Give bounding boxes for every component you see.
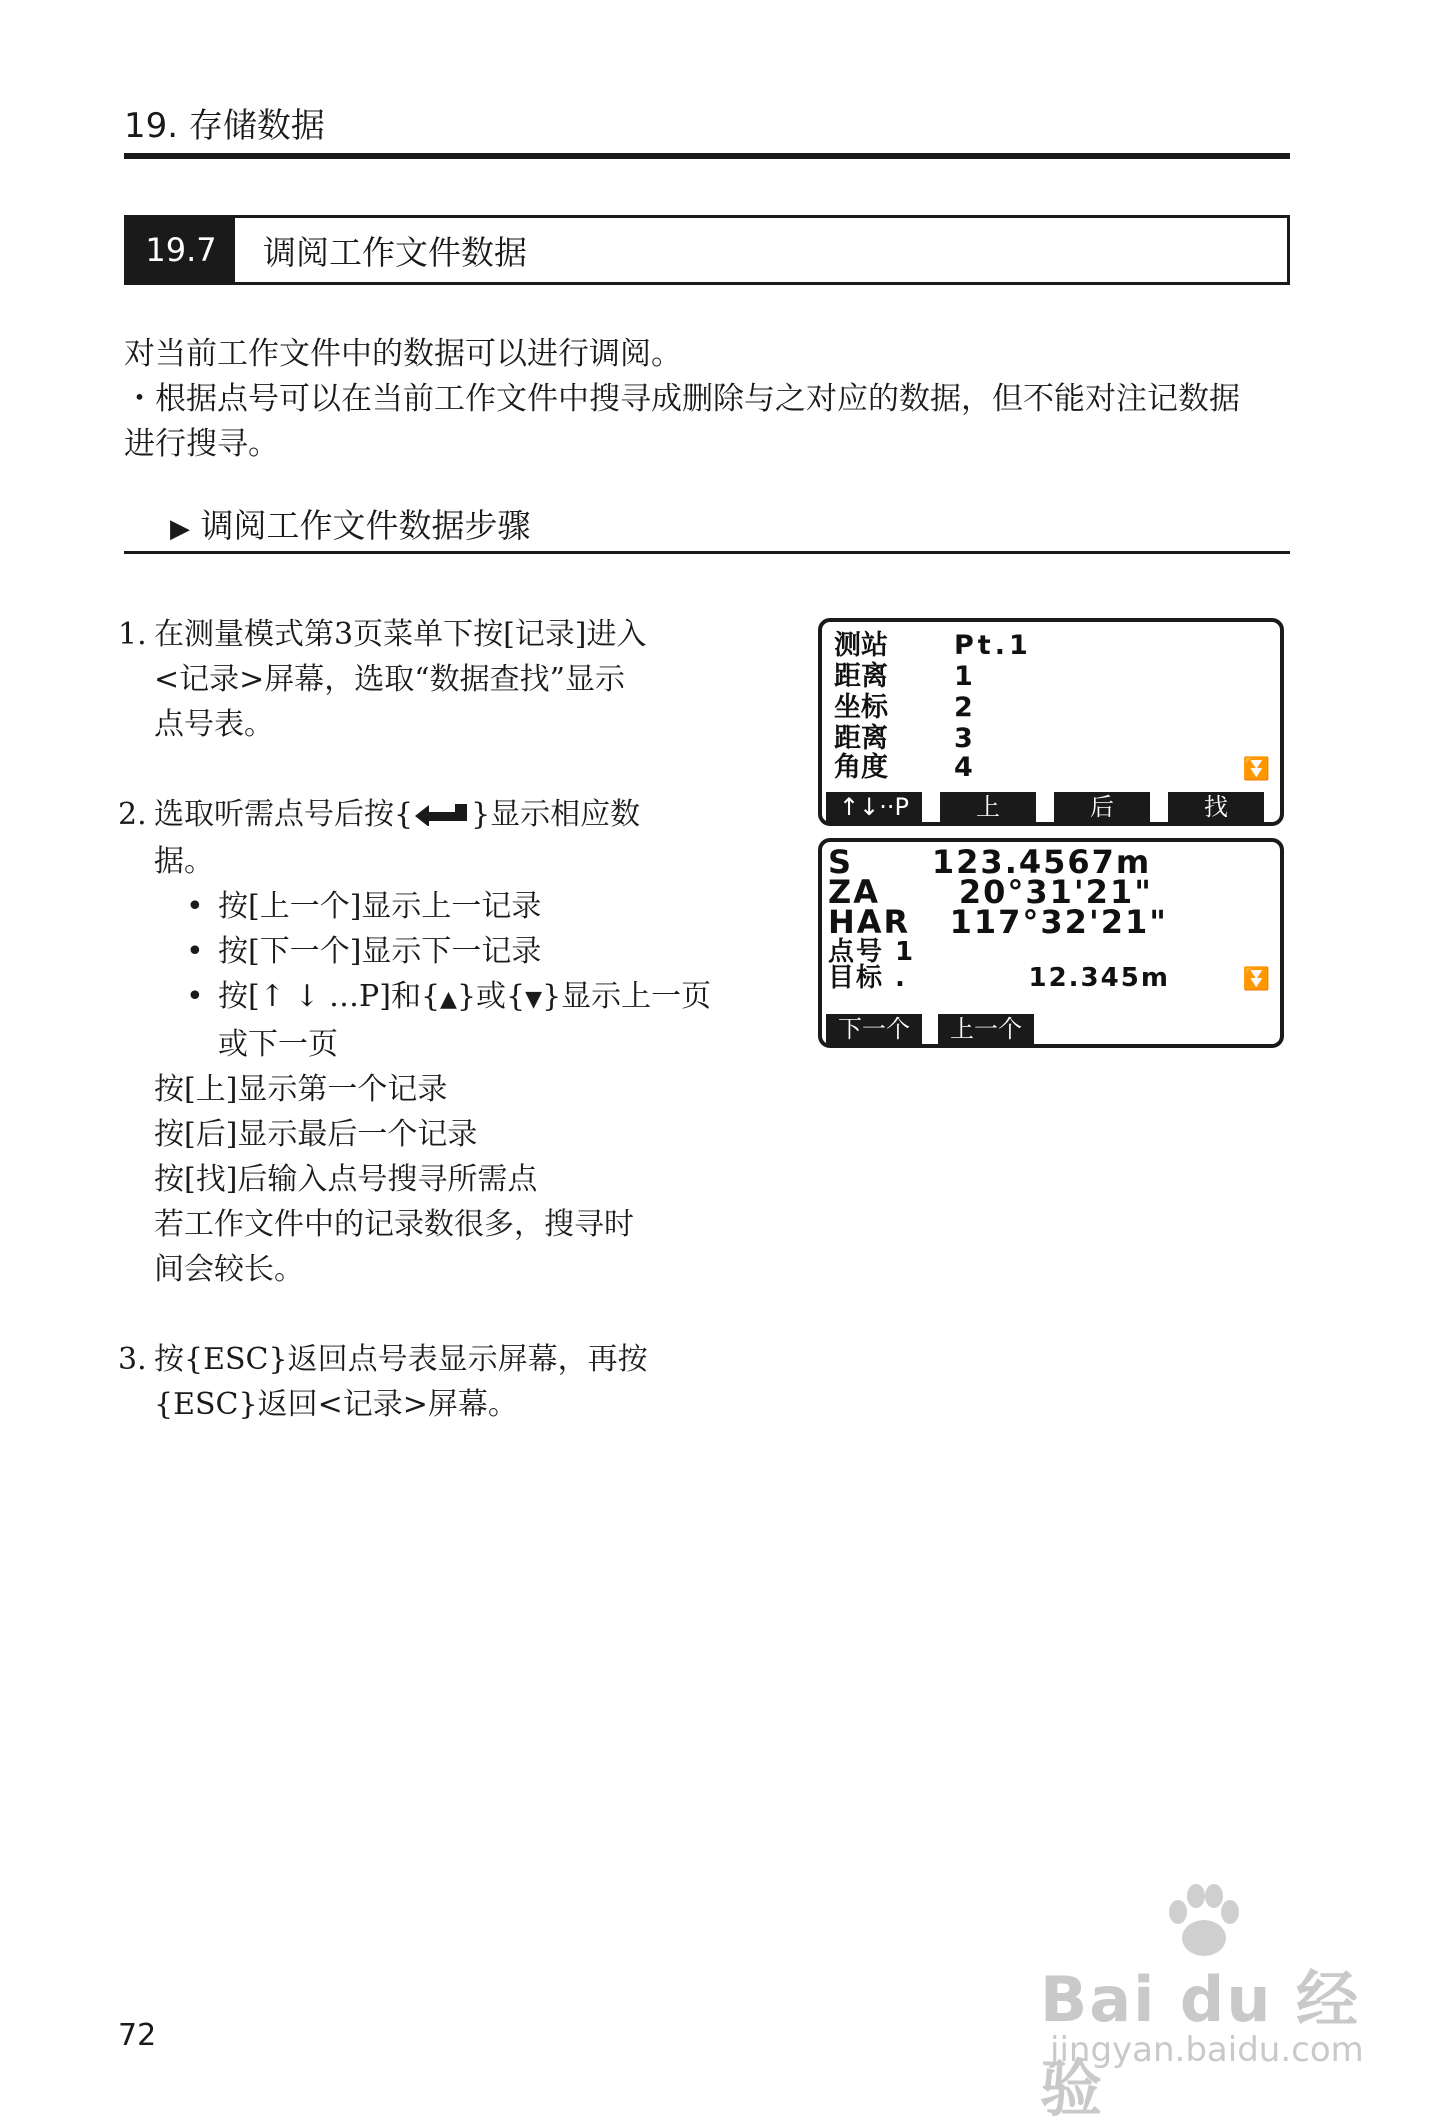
step-number: 1. [118, 617, 147, 652]
list-item-continuation: 或下一页 [218, 1026, 338, 1062]
section-number: 19.7 [127, 218, 235, 282]
header-rule [124, 153, 1290, 159]
point-number-row: 点号 1 [828, 937, 916, 967]
step-line: 据。 [154, 843, 214, 879]
step-line: 按[找]后输入点号搜寻所需点 [154, 1161, 538, 1197]
step-line: 按{ESC}返回点号表显示屏幕，再按 [154, 1341, 648, 1377]
list-item[interactable]: 测站 Pt.1 [834, 630, 1032, 661]
list-item[interactable]: 坐标 2 [834, 692, 977, 723]
scroll-down-icon[interactable]: ⏬ [1242, 967, 1270, 992]
step-3 [118, 1337, 718, 1427]
step-text: 选取听需点号后按{ [154, 797, 414, 832]
list-item[interactable]: 距离 1 [834, 661, 977, 692]
intro-line: ・根据点号可以在当前工作文件中搜寻成删除与之对应的数据，但不能对注记数据 [124, 381, 1240, 417]
step-line: <记录>屏幕，选取“数据查找”显示 [154, 662, 625, 697]
step-number: 2. [118, 797, 147, 832]
procedure-heading-text: 调阅工作文件数据步骤 [200, 506, 531, 545]
step-line: 按[上]显示第一个记录 [154, 1071, 448, 1107]
baidu-watermark [1040, 1880, 1380, 2125]
step-1 [118, 612, 718, 747]
target-height-row: 目标 . 12.345m [828, 963, 1170, 993]
intro-line: 对当前工作文件中的数据可以进行调阅。 [124, 336, 682, 372]
page-scroll-softkey[interactable]: ↑↓··P [826, 792, 922, 822]
next-record-softkey[interactable]: 下一个 [826, 1014, 922, 1044]
step-line: 间会较长。 [154, 1251, 304, 1287]
page-number: 72 [118, 2018, 157, 2053]
step-line [154, 792, 718, 839]
intro-line: 进行搜寻。 [124, 426, 279, 462]
play-triangle-icon: ▶ [170, 514, 190, 544]
step-text: }显示相应数 [471, 797, 641, 832]
enter-key-icon [415, 794, 469, 839]
section-title: 调阅工作文件数据 [263, 232, 527, 272]
last-record-softkey[interactable]: 后 [1054, 792, 1150, 822]
step-line: 在测量模式第3页菜单下按[记录]进入 [154, 617, 647, 652]
previous-record-softkey[interactable]: 上一个 [938, 1014, 1034, 1044]
step-line: 若工作文件中的记录数很多，搜寻时 [154, 1206, 634, 1242]
watermark-url: jingyan.baidu.com [1050, 2030, 1364, 2070]
step-line: {ESC}返回<记录>屏幕。 [154, 1386, 518, 1422]
zenith-angle-row: ZA 20°31'21" [828, 873, 1153, 911]
list-item[interactable]: 角度 4 [834, 752, 977, 783]
procedure-heading [170, 500, 531, 547]
down-arrow-icon: ▼ [525, 986, 543, 1012]
list-item[interactable]: 距离 3 [834, 723, 977, 754]
record-detail-screen [818, 838, 1284, 1048]
find-softkey[interactable]: 找 [1168, 792, 1264, 822]
paw-logo-icon [1158, 1880, 1248, 1960]
step-line: 点号表。 [154, 707, 274, 742]
step-line: 按[后]显示最后一个记录 [154, 1116, 478, 1152]
running-header: 19. 存储数据 [124, 106, 325, 146]
section-title-box [124, 215, 1290, 285]
intro-paragraph [124, 332, 1304, 467]
step-number: 3. [118, 1341, 147, 1377]
first-record-softkey[interactable]: 上 [940, 792, 1036, 822]
procedure-steps [118, 612, 718, 1427]
up-arrow-icon: ▲ [440, 986, 457, 1012]
scroll-down-icon[interactable]: ⏬ [1242, 757, 1270, 782]
list-item: • 按[上一个]显示上一记录 [186, 888, 542, 924]
point-list-screen [818, 618, 1284, 826]
horizontal-angle-row: HAR 117°32'21" [828, 903, 1168, 941]
watermark-logo: Bai du 经验 [1040, 1963, 1361, 2125]
step-2 [118, 792, 718, 1292]
procedure-rule [124, 551, 1290, 554]
slope-distance-row: S 123.4567m [828, 843, 1152, 881]
list-item: • 按[↑ ↓ …P]和{▲}或{▼}显示上一页 [186, 978, 712, 1014]
list-item: • 按[下一个]显示下一记录 [186, 933, 542, 969]
